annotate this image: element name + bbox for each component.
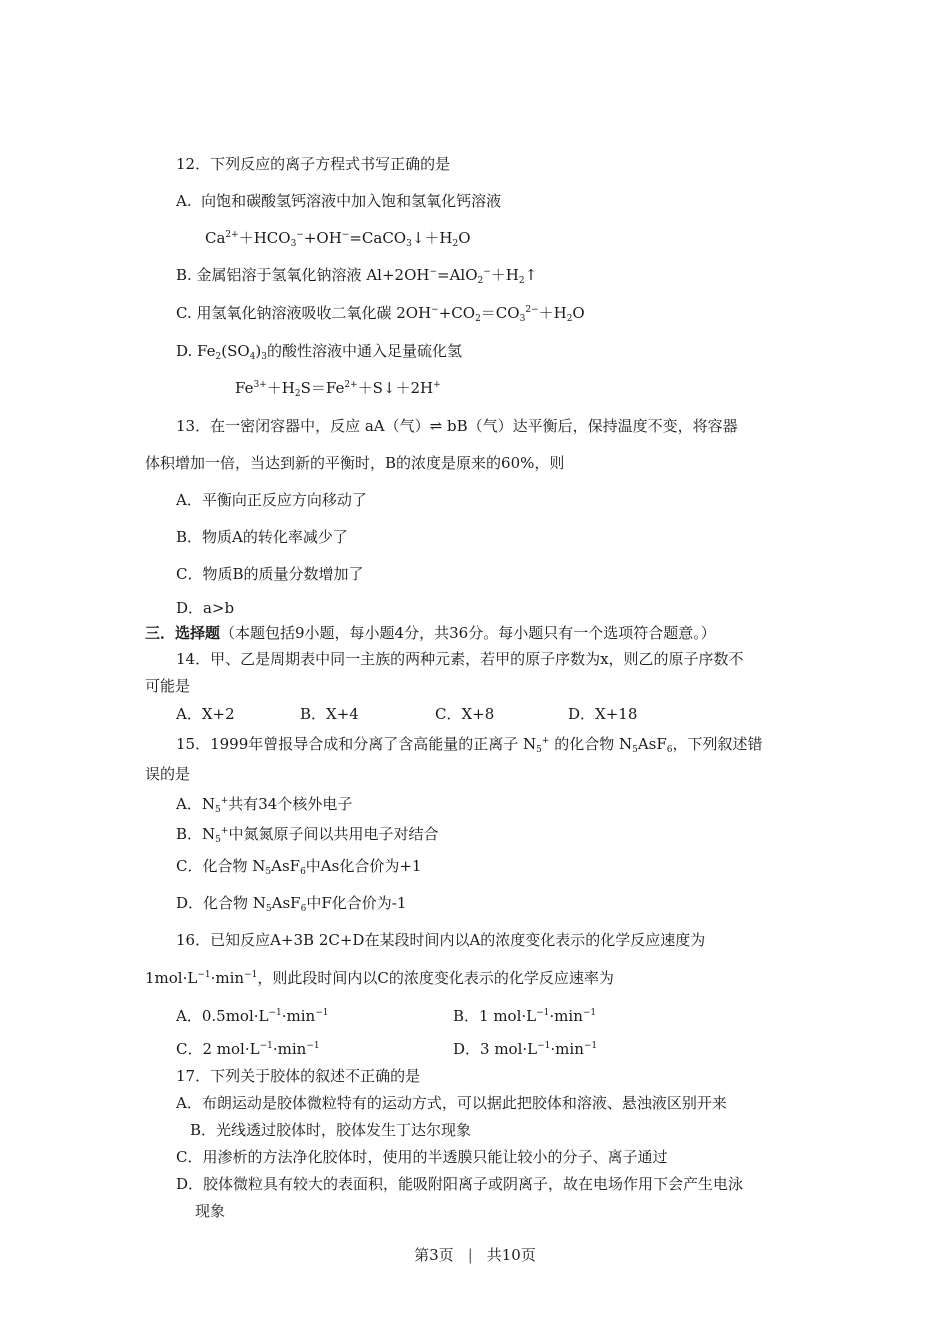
opt-part: A．0.5mol·L bbox=[176, 1007, 269, 1025]
eq-part: ＋S↓＋2H bbox=[357, 379, 434, 397]
eq-part: ＋H bbox=[266, 379, 295, 397]
q16-option-c bbox=[176, 1039, 320, 1059]
opt-part: A．N bbox=[176, 795, 215, 813]
stem-part: ，则此段时间内以C的浓度变化表示的化学反应速率为 bbox=[257, 969, 614, 987]
q17-stem: 17．下列关于胶体的叙述不正确的是 bbox=[176, 1067, 421, 1085]
q17-option-b: B．光线透过胶体时，胶体发生丁达尔现象 bbox=[190, 1121, 472, 1139]
q17-option-d-line1: D．胶体微粒具有较大的表面积，能吸附阳离子或阴离子，故在电场作用下会产生电泳 bbox=[176, 1175, 744, 1193]
eq-charge: −1 bbox=[536, 1008, 550, 1018]
opt-part: ↑ bbox=[524, 266, 538, 284]
eq-part: +OH bbox=[303, 229, 342, 247]
eq-part: =CaCO bbox=[349, 229, 407, 247]
eq-part: O bbox=[458, 229, 471, 247]
stem-part: ·min bbox=[210, 969, 245, 987]
q17-option-c: C．用渗析的方法净化胶体时，使用的半透膜只能让较小的分子、离子通过 bbox=[176, 1148, 668, 1166]
q14-option-c: C．X+8 bbox=[435, 705, 495, 723]
q15-option-a bbox=[176, 794, 352, 814]
eq-sub: 2 bbox=[475, 314, 481, 324]
eq-part: Ca bbox=[205, 229, 226, 247]
q17-option-a: A．布朗运动是胶体微粒特有的运动方式，可以据此把胶体和溶液、悬浊液区别开来 bbox=[176, 1094, 727, 1112]
q14-stem-line2: 可能是 bbox=[145, 677, 191, 695]
q17-option-d-line2: 现象 bbox=[195, 1202, 226, 1220]
q13-option-a: A．平衡向正反应方向移动了 bbox=[176, 491, 367, 509]
opt-part: 中As化合价为+1 bbox=[305, 857, 422, 875]
eq-sub: 3 bbox=[406, 239, 412, 249]
q12-option-d bbox=[176, 341, 462, 361]
eq-sub: 3 bbox=[290, 239, 297, 249]
eq-charge: −1 bbox=[244, 970, 258, 980]
eq-sub: 5 bbox=[536, 745, 542, 755]
q12-a-label: A. bbox=[176, 192, 192, 210]
stem-part: ，下列叙述错 bbox=[672, 735, 763, 753]
eq-part: S＝Fe bbox=[300, 379, 345, 397]
eq-charge: −1 bbox=[306, 1041, 320, 1051]
q15-option-d bbox=[176, 893, 406, 913]
opt-part: B．N bbox=[176, 825, 216, 843]
q14-option-d: D．X+18 bbox=[568, 705, 638, 723]
opt-part: AsF bbox=[271, 857, 301, 875]
opt-part: O bbox=[572, 304, 585, 322]
opt-part: D．化合物 N bbox=[176, 894, 266, 912]
opt-part: B．1 mol·L bbox=[453, 1007, 537, 1025]
eq-charge: + bbox=[433, 380, 441, 390]
eq-sub: 5 bbox=[632, 745, 638, 755]
q14-option-b: B．X+4 bbox=[300, 705, 359, 723]
page-total: 共10页 bbox=[486, 1246, 536, 1264]
section-3-desc: （本题包括9小题，每小题4分，共36分。每小题只有一个选项符合题意。） bbox=[220, 624, 716, 642]
eq-sub: 5 bbox=[265, 867, 272, 877]
stem-part: 15．1999年曾报导合成和分离了含高能量的正离子 N bbox=[176, 735, 537, 753]
eq-sub: 5 bbox=[214, 805, 221, 815]
opt-part: C．2 mol·L bbox=[176, 1040, 260, 1058]
q13-stem-line1: 13．在一密闭容器中，反应 aA（气）⇌ bB（气）达平衡后，保持温度不变，将容器 bbox=[176, 417, 738, 435]
opt-part: 共有34个核外电子 bbox=[228, 795, 353, 813]
eq-sub: 2 bbox=[518, 276, 525, 286]
opt-part: ·min bbox=[272, 1040, 307, 1058]
page-footer bbox=[0, 1244, 950, 1265]
q16-option-d bbox=[453, 1039, 597, 1059]
q13-option-b: B．物质A的转化率减少了 bbox=[176, 528, 348, 546]
q15-option-b bbox=[176, 824, 438, 844]
eq-charge: −1 bbox=[582, 1008, 597, 1018]
opt-part: =AlO bbox=[437, 266, 478, 284]
q13-stem-line2: 体积增加一倍，当达到新的平衡时，B的浓度是原来的60%，则 bbox=[145, 454, 565, 472]
eq-charge: −1 bbox=[268, 1008, 282, 1018]
opt-part: C. 用氢氧化钠溶液吸收二氧化碳 2OH bbox=[176, 304, 432, 322]
q12-a-text: 向饱和碳酸氢钙溶液中加入饱和氢氧化钙溶液 bbox=[201, 192, 502, 210]
eq-sub: 5 bbox=[265, 904, 272, 914]
eq-part: ↓＋H bbox=[411, 229, 453, 247]
opt-part: (SO bbox=[221, 342, 250, 360]
opt-part: AsF bbox=[271, 894, 301, 912]
eq-part: Fe bbox=[235, 379, 254, 397]
eq-charge: −1 bbox=[259, 1041, 273, 1051]
q15-stem-line1 bbox=[176, 734, 763, 754]
eq-charge: 2+ bbox=[344, 380, 358, 390]
q13-option-c: C．物质B的质量分数增加了 bbox=[176, 565, 364, 583]
eq-sub: 2 bbox=[452, 239, 459, 249]
opt-part: ) bbox=[255, 342, 262, 360]
q12-d-equation bbox=[235, 378, 441, 398]
eq-sub: 6 bbox=[666, 745, 673, 755]
eq-charge: + bbox=[220, 796, 229, 806]
opt-part: 的酸性溶液中通入足量硫化氢 bbox=[267, 342, 463, 360]
eq-sub: 6 bbox=[300, 867, 306, 877]
eq-charge: 3+ bbox=[253, 380, 267, 390]
opt-part: D. Fe bbox=[176, 342, 216, 360]
opt-part: +CO bbox=[438, 304, 476, 322]
eq-charge: −1 bbox=[583, 1041, 598, 1051]
eq-part: ＋HCO bbox=[238, 229, 291, 247]
eq-charge: 2− bbox=[525, 305, 539, 315]
section-3-label: 三．选择题 bbox=[145, 624, 221, 642]
opt-part: ·min bbox=[550, 1040, 584, 1058]
q12-option-c bbox=[176, 303, 585, 323]
eq-charge: − bbox=[429, 267, 437, 277]
q16-option-a bbox=[176, 1006, 328, 1026]
eq-charge: − bbox=[483, 267, 491, 277]
q14-option-a: A．X+2 bbox=[176, 705, 235, 723]
eq-sub: 4 bbox=[249, 352, 256, 362]
eq-charge: −1 bbox=[537, 1041, 551, 1051]
eq-sub: 2 bbox=[294, 389, 301, 399]
q12-stem: 12．下列反应的离子方程式书写正确的是 bbox=[176, 155, 451, 173]
q12-option-a bbox=[176, 191, 501, 211]
eq-charge: −1 bbox=[315, 1008, 329, 1018]
q15-stem-line2: 误的是 bbox=[145, 765, 191, 783]
opt-part: D．3 mol·L bbox=[453, 1040, 538, 1058]
stem-part: AsF bbox=[637, 735, 667, 753]
eq-charge: − bbox=[431, 305, 439, 315]
page-number: 第3页 bbox=[414, 1246, 454, 1264]
q14-stem-line1: 14．甲、乙是周期表中同一主族的两种元素，若甲的原子序数为x，则乙的原子序数不 bbox=[176, 650, 744, 668]
q12-a-equation bbox=[205, 228, 471, 248]
eq-charge: − bbox=[296, 230, 304, 240]
opt-part: 中F化合价为-1 bbox=[306, 894, 407, 912]
eq-sub: 2 bbox=[477, 276, 484, 286]
eq-sub: 3 bbox=[261, 352, 267, 362]
eq-charge: −1 bbox=[197, 970, 211, 980]
eq-sub: 6 bbox=[300, 904, 307, 914]
q12-option-b bbox=[176, 265, 537, 285]
opt-part: ＋H bbox=[538, 304, 567, 322]
eq-sub: 2 bbox=[566, 314, 573, 324]
eq-sub: 2 bbox=[215, 352, 222, 362]
opt-part: C．化合物 N bbox=[176, 857, 266, 875]
eq-sub: 5 bbox=[215, 835, 221, 845]
opt-part: ·min bbox=[549, 1007, 583, 1025]
q16-stem-line1: 16．已知反应A+3B 2C+D在某段时间内以A的浓度变化表示的化学反应速度为 bbox=[176, 931, 706, 949]
opt-part: ·min bbox=[281, 1007, 316, 1025]
stem-part: 的化合物 N bbox=[549, 735, 633, 753]
opt-part: B. 金属铝溶于氢氧化钠溶液 Al+2OH bbox=[176, 266, 430, 284]
footer-separator: | bbox=[467, 1246, 473, 1264]
eq-charge: + bbox=[220, 826, 229, 836]
section-3-header bbox=[145, 623, 716, 643]
eq-charge: − bbox=[341, 230, 350, 240]
opt-part: 中氮氮原子间以共用电子对结合 bbox=[228, 825, 439, 843]
q16-option-b bbox=[453, 1006, 596, 1026]
q15-option-c bbox=[176, 856, 421, 876]
eq-sub: 3 bbox=[519, 314, 526, 324]
stem-part: 1mol·L bbox=[145, 969, 198, 987]
q13-option-d: D．a>b bbox=[176, 599, 235, 617]
eq-charge: + bbox=[541, 736, 550, 746]
opt-part: ＝CO bbox=[480, 304, 520, 322]
eq-charge: 2+ bbox=[225, 230, 239, 240]
q16-stem-line2 bbox=[145, 968, 614, 988]
opt-part: ＋H bbox=[490, 266, 519, 284]
